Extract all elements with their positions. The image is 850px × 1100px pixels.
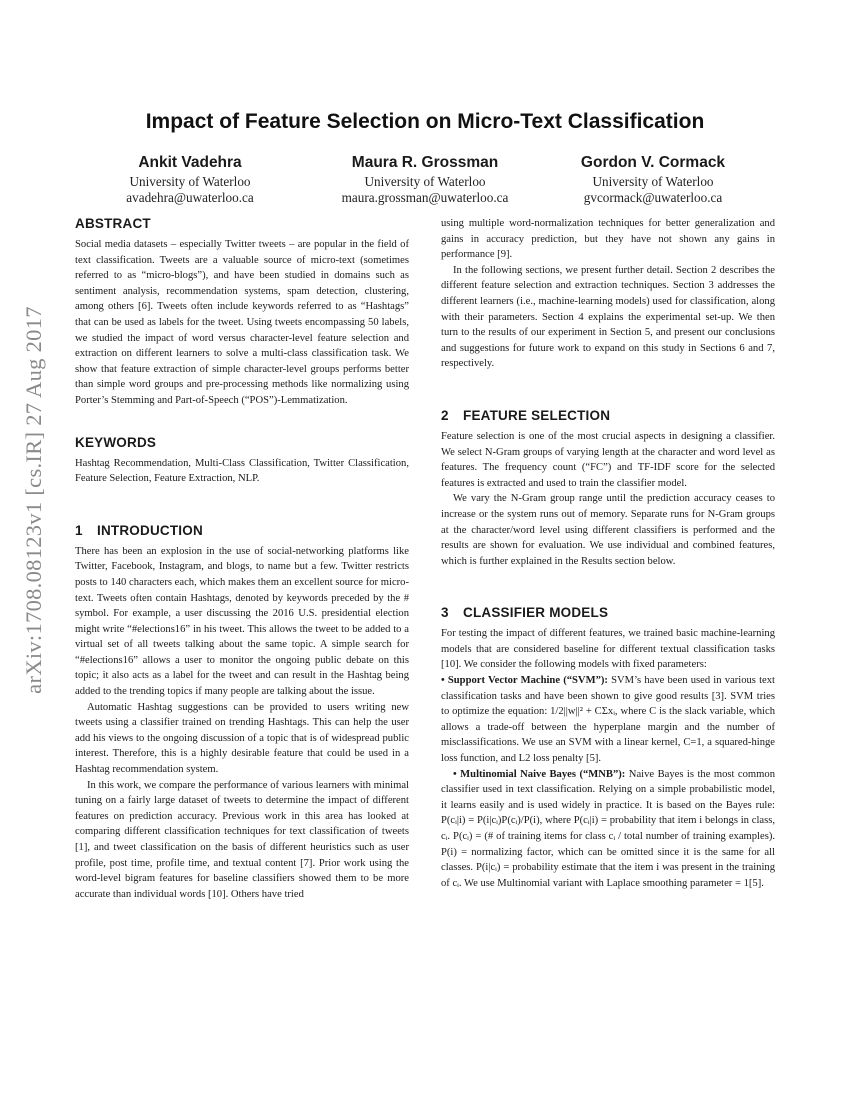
- section-number: 2: [441, 407, 449, 423]
- arxiv-stamp-text: arXiv:1708.08123v1 [cs.IR] 27 Aug 2017: [21, 306, 46, 694]
- author-name: Gordon V. Cormack: [580, 154, 726, 171]
- author-block-3: [543, 152, 763, 206]
- section-title: CLASSIFIER MODELS: [463, 605, 609, 621]
- arxiv-stamp: [14, 295, 54, 705]
- intro-paragraph-1: There has been an explosion in the use of social-networking platforms like Twitter, Facebook, Instagram, and blogs, to name but a few. Twitter restricts posts to 140 characters each, which makes them an excellent source for micro-text. Tweets often contain Hashtags, denoted by keywords preceded by the # symbol. For example, a user discussing the 2016 U.S. presidential election might write “#elections16” in his tweet. This allows the tweet to be added to a virtual set of all tweets talking about the same topic. A simple search for “#elections16” allows a user to monitor the ongoing public debate on this topic; it also acts as a label for the tweet and can result in the Hashtag being added to the trending topics if many people are talking about the issue.: [75, 545, 409, 698]
- author-name: Maura R. Grossman: [351, 154, 499, 171]
- author-email: maura.grossman@uwaterloo.ca: [341, 190, 509, 205]
- author-affiliation: University of Waterloo: [364, 174, 486, 189]
- paper-title: Impact of Feature Selection on Micro-Text Classification: [145, 110, 705, 133]
- section-number: 1: [75, 522, 83, 538]
- intro-paragraph-3: In this work, we compare the performance of various learners with minimal tuning on a fairly large dataset of tweets to determine the impact of different features on prediction accuracy. Previous work in this area has looked at comparing different classification techniques for text classification of tweets [1], and tweet classification on the basis of different heuristics such as user profile, post time, profile time, and textual content [7]. Prior work using the word-level bigram features for baseline classifiers showed them to be more accurate than individual words [10]. Others have tried: [75, 779, 409, 900]
- svm-text: SVM’s have been used in various text classification tasks and have been shown to give good results [3]. SVM tries to optimize the equation: 1/2||w||² + CΣxᵢ, where C is the slack variable, which allows a trade-off between the hyperplane margin and the number of misclassifications. We use an SVM with a linear kernel, C=1, a squared-hinge loss function, and L2 loss penalty [5].: [441, 675, 775, 765]
- author-email: avadehra@uwaterloo.ca: [126, 190, 254, 205]
- introduction-heading: [75, 523, 409, 538]
- svm-label: • Support Vector Machine (“SVM”):: [441, 675, 608, 687]
- feature-selection-paragraph-2: We vary the N-Gram group range until the prediction accuracy ceases to increase or the system runs out of memory. Separate runs for N-Gram groups at the character/word level using different classifiers is performed and the results are shown for evaluation. We use individual and combined features, which is further explained in the Results section below.: [441, 493, 775, 567]
- author-block-1: [80, 152, 300, 206]
- svm-paragraph: [441, 673, 775, 767]
- intro-paragraph-2: Automatic Hashtag suggestions can be provided to users writing new tweets using a classifier trained on trending Hashtags. This can help the user add his views to the ongoing discussion of a topic that is of widespread public interest. Therefore, this is a highly desirable feature that could be used in a Hashtag recommendation system.: [75, 701, 409, 776]
- author-block-2: [315, 152, 535, 206]
- feature-selection-heading: [441, 408, 775, 423]
- section-title: FEATURE SELECTION: [463, 407, 611, 423]
- section-number: 3: [441, 605, 449, 621]
- keywords-heading: KEYWORDS: [75, 434, 157, 450]
- author-affiliation: University of Waterloo: [129, 174, 251, 189]
- abstract-text: Social media datasets – especially Twitter tweets – are popular in the field of text classification. Tweets are a valuable source of micro-text (sometimes referred to as “micro-blogs”), and have been studied in domains such as sentiment analysis, recommendation systems, spam detection, clustering, among others [6]. Tweets often include keywords referred to as “Hashtags” that can be used as labels for the tweet. Using tweets encompassing 50 labels, we studied the impact of word versus character-level feature selection and extraction on different learners to solve a multi-class classification task. We show that feature extraction of simple character-level groups performs better than simple word groups and pre-processing methods like normalizing using Porter’s Stemming and Part-of-Speech (“POS”)-Lemmatization.: [75, 239, 409, 406]
- abstract-heading: ABSTRACT: [75, 216, 151, 231]
- classifier-intro-paragraph: For testing the impact of different features, we trained basic machine-learning models that are considered baseline for different textual classification tasks [10]. We consider the following models with fixed parameters:: [441, 628, 775, 671]
- author-email: gvcormack@uwaterloo.ca: [583, 190, 723, 205]
- feature-selection-paragraph-1: Feature selection is one of the most crucial aspects in designing a classifier. We select N-Gram groups of varying length at the character and word level as features. The frequency count (“FC”) and TF-IDF score for the selected features is extracted and used to train the classifier model.: [441, 430, 775, 489]
- right-column: [441, 216, 775, 891]
- mnb-label: • Multinomial Naive Bayes (“MNB”):: [453, 768, 626, 780]
- mnb-paragraph: [441, 767, 775, 892]
- author-affiliation: University of Waterloo: [592, 174, 714, 189]
- section-title: INTRODUCTION: [97, 522, 203, 538]
- author-name: Ankit Vadehra: [138, 154, 242, 171]
- mnb-text: Naive Bayes is the most common classifier used in text classification. Relying on a simple probabilistic model, it learns easily and is used widely in practice. It is based on the Bayes rule: P(cᵢ|i) = P(i|cᵢ)P(cᵢ)/P(i), where P(cᵢ|i) = probability that item i belongs in class, cᵢ. P(cᵢ) = (# of training items for class cᵢ / total number of training examples). P(i) = normalizing factor, which can be omitted since it is the same for all classes. P(i|cᵢ) = probability estimate that the item i was present in the training of cᵢ. We use Multinomial variant with Laplace smoothing parameter = 1[5].: [441, 768, 775, 889]
- intro-continuation: using multiple word-normalization techniques for better generalization and gains in accuracy prediction, but they have not shown any gains in performance [9].: [441, 218, 775, 261]
- keywords-text: Hashtag Recommendation, Multi-Class Classification, Twitter Classification, Feature Selection, Feature Extraction, NLP.: [75, 457, 409, 485]
- section-overview-paragraph: In the following sections, we present further detail. Section 2 describes the different feature selection and extraction techniques. Section 3 addresses the different learners (i.e., machine-learning models) used for classification, along with their parameters. Section 4 explains the experimental set-up. We then turn to the results of our experiment in Section 5, and present our conclusions and suggestions for future work to expand on this study in Sections 6 and 7, respectively.: [441, 264, 775, 370]
- left-column: [75, 216, 409, 902]
- classifier-models-heading: [441, 605, 775, 620]
